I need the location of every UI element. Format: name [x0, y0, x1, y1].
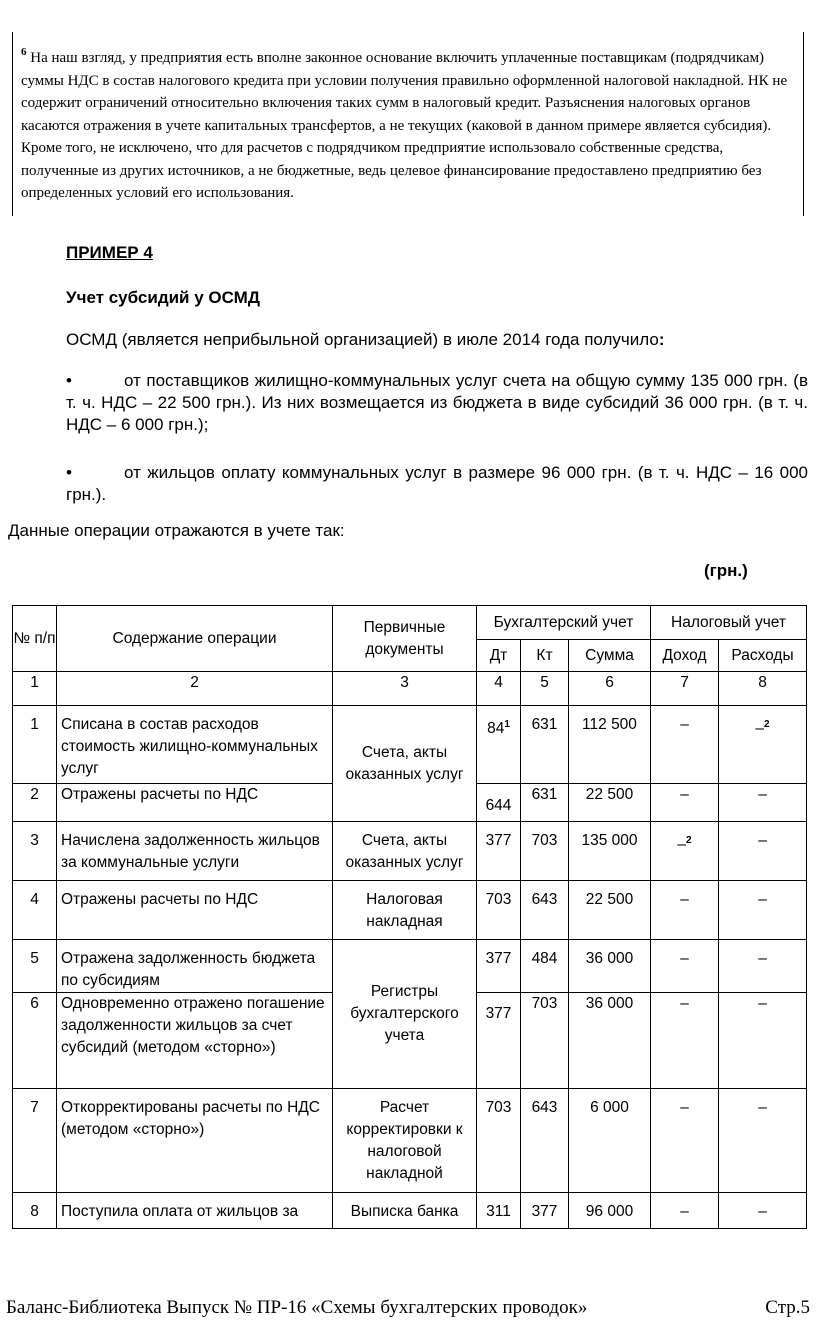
header-tax: Налоговый учет	[651, 606, 807, 640]
row-dt: 703	[477, 881, 521, 940]
row-content: Отражена задолженность бюджета по субсидиям	[57, 940, 333, 993]
row-income: –	[651, 706, 719, 784]
expenses-value: –	[755, 720, 765, 738]
table-row	[13, 881, 807, 940]
row-income: –	[651, 1193, 719, 1229]
intro-text: ОСМД (является неприбыльной организацией) в июле 2014 года получило	[66, 330, 659, 349]
col-number: 2	[57, 672, 333, 706]
table-row	[13, 1193, 807, 1229]
row-dt: 377	[477, 822, 521, 881]
header-content: Содержание операции	[57, 606, 333, 672]
row-kt: 377	[521, 1193, 569, 1229]
row-income: –	[651, 993, 719, 1089]
row-content: Поступила оплата от жильцов за	[57, 1193, 333, 1229]
page-footer	[6, 1297, 810, 1319]
bullet-text: от жильцов оплату коммунальных услуг в размере 96 000 грн. (в т. ч. НДС – 16 000 грн.).	[66, 463, 808, 504]
row-content: Отражены расчеты по НДС	[57, 784, 333, 822]
col-number: 7	[651, 672, 719, 706]
col-number: 4	[477, 672, 521, 706]
row-expenses	[719, 706, 807, 784]
row-docs: Регистры бухгалтерского учета	[333, 940, 477, 1089]
row-income	[651, 822, 719, 881]
row-number: 2	[13, 784, 57, 822]
row-expenses: –	[719, 1193, 807, 1229]
row-sum: 22 500	[569, 784, 651, 822]
row-income: –	[651, 940, 719, 993]
intro-colon: :	[658, 330, 665, 349]
list-item	[66, 462, 808, 506]
row-docs: Выписка банка	[333, 1193, 477, 1229]
row-docs: Расчет корректировки к налоговой накладной	[333, 1089, 477, 1193]
column-number-row	[13, 672, 807, 706]
footnote-ref: 2	[686, 835, 692, 846]
header-expenses: Расходы	[719, 640, 807, 672]
footnote-paragraph-1	[21, 42, 803, 137]
row-content: Начислена задолженность жильцов за коммунальные услуги	[57, 822, 333, 881]
header-accounting: Бухгалтерский учет	[477, 606, 651, 640]
footnote-text-1: На наш взгляд, у предприятия есть вполне законное основание включить уплаченные поставщикам (подрядчикам) суммы НДС в состав налогового кредита при условии получения правильно оформленной налоговой накладной. НК не содержит ограничений относительно включения таких сумм в налоговый кредит. Разъяснения налоговых органов касаются отражения в учете капитальных трансфертов, а не текущих (каковой в данном примере является субсидия).	[21, 50, 788, 134]
header-dt: Дт	[477, 640, 521, 672]
table-row	[13, 822, 807, 881]
bullet-list	[66, 370, 808, 506]
row-expenses: –	[719, 822, 807, 881]
row-docs: Счета, акты оказанных услуг	[333, 822, 477, 881]
row-kt: 703	[521, 822, 569, 881]
row-number: 7	[13, 1089, 57, 1193]
row-number: 5	[13, 940, 57, 993]
row-kt: 484	[521, 940, 569, 993]
footnote-paragraph-2: Кроме того, не исключено, что для расчетов с подрядчиком предприятие использовало собственные средства, полученные из других источников, а не бюджетные, ведь целевое финансирование предоставлено предприятию без определенных условий его использования.	[21, 140, 762, 201]
header-num: № п/п	[13, 606, 57, 672]
row-sum: 6 000	[569, 1089, 651, 1193]
row-kt: 643	[521, 1089, 569, 1193]
row-kt: 643	[521, 881, 569, 940]
footnote-ref: 2	[764, 719, 770, 730]
header-kt: Кт	[521, 640, 569, 672]
footer-title: Баланс-Библиотека Выпуск № ПР-16 «Схемы бухгалтерских проводок»	[6, 1297, 588, 1318]
table-row	[13, 940, 807, 993]
currency-unit: (грн.)	[704, 561, 748, 580]
row-kt: 631	[521, 784, 569, 822]
row-content: Списана в состав расходов стоимость жилищно-коммунальных услуг	[57, 706, 333, 784]
header-sum: Сумма	[569, 640, 651, 672]
row-sum: 22 500	[569, 881, 651, 940]
row-number: 6	[13, 993, 57, 1089]
bullet-text: от поставщиков жилищно-коммунальных услуг счета на общую сумму 135 000 грн. (в т. ч. НДС – 22 500 грн.). Из них возмещается из бюджета в виде субсидий 36 000 грн. (в т. ч. НДС – 6 000 грн.);	[66, 371, 808, 434]
col-number: 3	[333, 672, 477, 706]
row-income: –	[651, 881, 719, 940]
header-income: Доход	[651, 640, 719, 672]
col-number: 1	[13, 672, 57, 706]
example-heading: ПРИМЕР 4	[66, 243, 153, 262]
bullet-icon: •	[66, 463, 72, 482]
row-expenses: –	[719, 1089, 807, 1193]
row-docs: Налоговая накладная	[333, 881, 477, 940]
footnote-number: 6	[21, 46, 27, 58]
row-number: 4	[13, 881, 57, 940]
row-number: 1	[13, 706, 57, 784]
row-income: –	[651, 784, 719, 822]
row-sum: 96 000	[569, 1193, 651, 1229]
row-dt: 703	[477, 1089, 521, 1193]
row-dt	[477, 706, 521, 784]
table-row	[13, 706, 807, 784]
row-expenses: –	[719, 940, 807, 993]
row-kt: 631	[521, 706, 569, 784]
row-sum: 36 000	[569, 993, 651, 1089]
bullet-icon: •	[66, 371, 72, 390]
page-number: Стр.5	[765, 1297, 810, 1318]
header-docs: Первичные документы	[333, 606, 477, 672]
income-value: –	[677, 836, 687, 854]
row-expenses: –	[719, 784, 807, 822]
row-income: –	[651, 1089, 719, 1193]
dt-value: 84	[487, 720, 505, 738]
example-subheading: Учет субсидий у ОСМД	[66, 288, 260, 307]
row-docs: Счета, акты оказанных услуг	[333, 706, 477, 822]
table-lead: Данные операции отражаются в учете так:	[8, 521, 345, 540]
row-sum: 135 000	[569, 822, 651, 881]
table-row	[13, 1089, 807, 1193]
footnote-box	[12, 32, 804, 216]
col-number: 6	[569, 672, 651, 706]
row-dt: 377	[477, 993, 521, 1089]
row-expenses: –	[719, 993, 807, 1089]
example-intro	[66, 330, 665, 350]
col-number: 8	[719, 672, 807, 706]
row-number: 3	[13, 822, 57, 881]
row-sum: 36 000	[569, 940, 651, 993]
operations-table	[12, 605, 807, 1229]
row-expenses: –	[719, 881, 807, 940]
row-kt: 703	[521, 993, 569, 1089]
row-dt: 377	[477, 940, 521, 993]
footnote-ref: 1	[504, 719, 510, 730]
row-dt: 644	[477, 784, 521, 822]
row-number: 8	[13, 1193, 57, 1229]
row-content: Отражены расчеты по НДС	[57, 881, 333, 940]
row-content: Откорректированы расчеты по НДС (методом «сторно»)	[57, 1089, 333, 1193]
col-number: 5	[521, 672, 569, 706]
row-dt: 311	[477, 1193, 521, 1229]
row-content: Одновременно отражено погашение задолженности жильцов за счет субсидий (методом «сторно»)	[57, 993, 333, 1089]
list-item	[66, 370, 808, 436]
row-sum: 112 500	[569, 706, 651, 784]
